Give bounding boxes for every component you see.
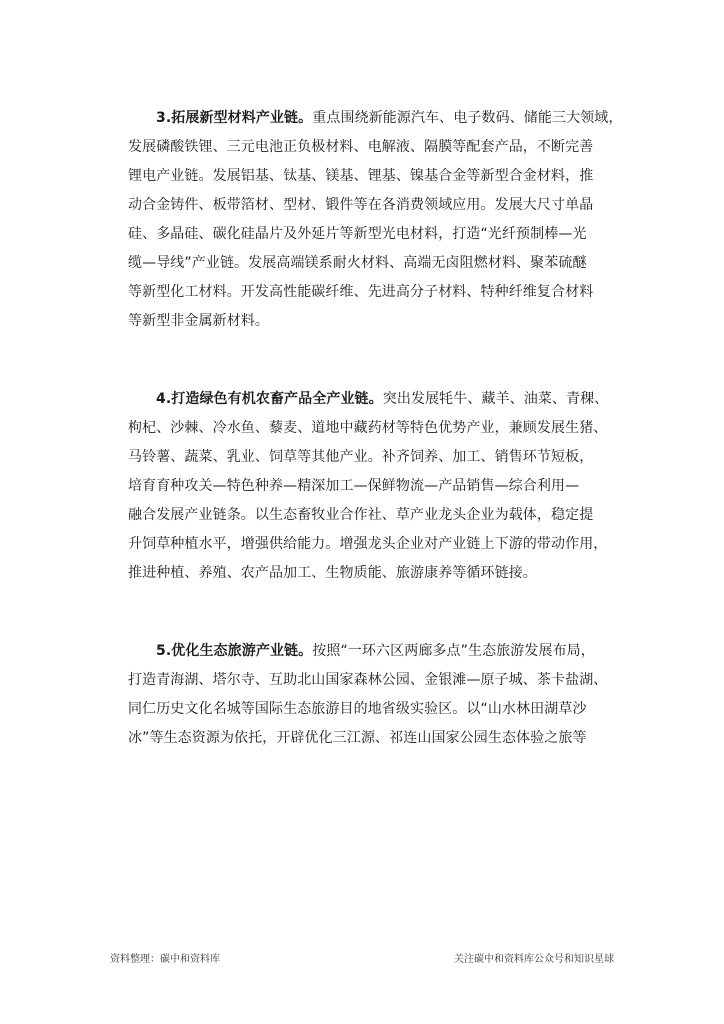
paragraph-line: 3.拓展新型材料产业链。重点围绕新能源汽车、电子数码、储能三大领域， [156,110,623,126]
section-4 [128,385,628,588]
paragraph-line: 5.优化生态旅游产业链。按照“一环六区两廊多点”生态旅游发展布局， [156,643,595,659]
section-spacer [128,588,628,637]
paragraph-line: 锂电产业链。发展铝基、钛基、镁基、锂基、镍基合金等新型合金材料，推 [128,168,594,184]
section-5 [128,637,628,753]
paragraph-line: 枸杞、沙棘、冷水鱼、藜麦、道地中藏药材等特色优势产业，兼顾发展生猪、 [128,420,608,436]
paragraph-line: 硅、多晶硅、碳化硅晶片及外延片等新型光电材料，打造“光纤预制棒—光 [128,226,587,242]
section-spacer [128,336,628,385]
footer-follow-note: 关注碳中和资料库公众号和知识星球 [454,954,614,965]
paragraph-line: 马铃薯、蔬菜、乳业、饲草等其他产业。补齐饲养、加工、销售环节短板， [128,449,594,465]
section-3 [128,104,628,336]
document-body [128,104,628,753]
paragraph-line: 融合发展产业链条。以生态畜牧业合作社、草产业龙头企业为载体，稳定提 [128,507,594,523]
section-heading: 5.优化生态旅游产业链。 [156,643,313,659]
paragraph-line: 推进种植、养殖、农产品加工、生物质能、旅游康养等循环链接。 [128,565,537,581]
paragraph-line: 发展磷酸铁锂、三元电池正负极材料、电解液、隔膜等配套产品，不断完善 [128,139,594,155]
paragraph-line: 打造青海湖、塔尔寺、互助北山国家森林公园、金银滩—原子城、茶卡盐湖、 [128,672,608,688]
footer-source: 资料整理：碳中和资料库 [110,954,220,965]
paragraph-line: 缆—导线”产业链。发展高端镁系耐火材料、高端无卤阻燃材料、聚苯硫醚 [128,255,587,271]
paragraph-line: 4.打造绿色有机农畜产品全产业链。突出发展牦牛、藏羊、油菜、青稞、 [156,391,609,407]
section-heading: 4.打造绿色有机农畜产品全产业链。 [156,391,383,407]
paragraph-line: 培育育种攻关—特色种养—精深加工—保鲜物流—产品销售—综合利用— [128,478,580,494]
section-heading: 3.拓展新型材料产业链。 [156,110,313,126]
paragraph-line: 等新型化工材料。开发高性能碳纤维、先进高分子材料、特种纤维复合材料 [128,284,594,300]
paragraph-line: 升饲草种植水平，增强供给能力。增强龙头企业对产业链上下游的带动作用， [128,536,608,552]
paragraph-line: 同仁历史文化名城等国际生态旅游目的地省级实验区。以“山水林田湖草沙 [128,701,587,717]
paragraph-line: 动合金铸件、板带箔材、型材、锻件等在各消费领域应用。发展大尺寸单晶 [128,197,594,213]
paragraph-line: 冰”等生态资源为依托，开辟优化三江源、祁连山国家公园生态体验之旅等 [128,730,587,746]
paragraph-line: 等新型非金属新材料。 [128,313,269,329]
